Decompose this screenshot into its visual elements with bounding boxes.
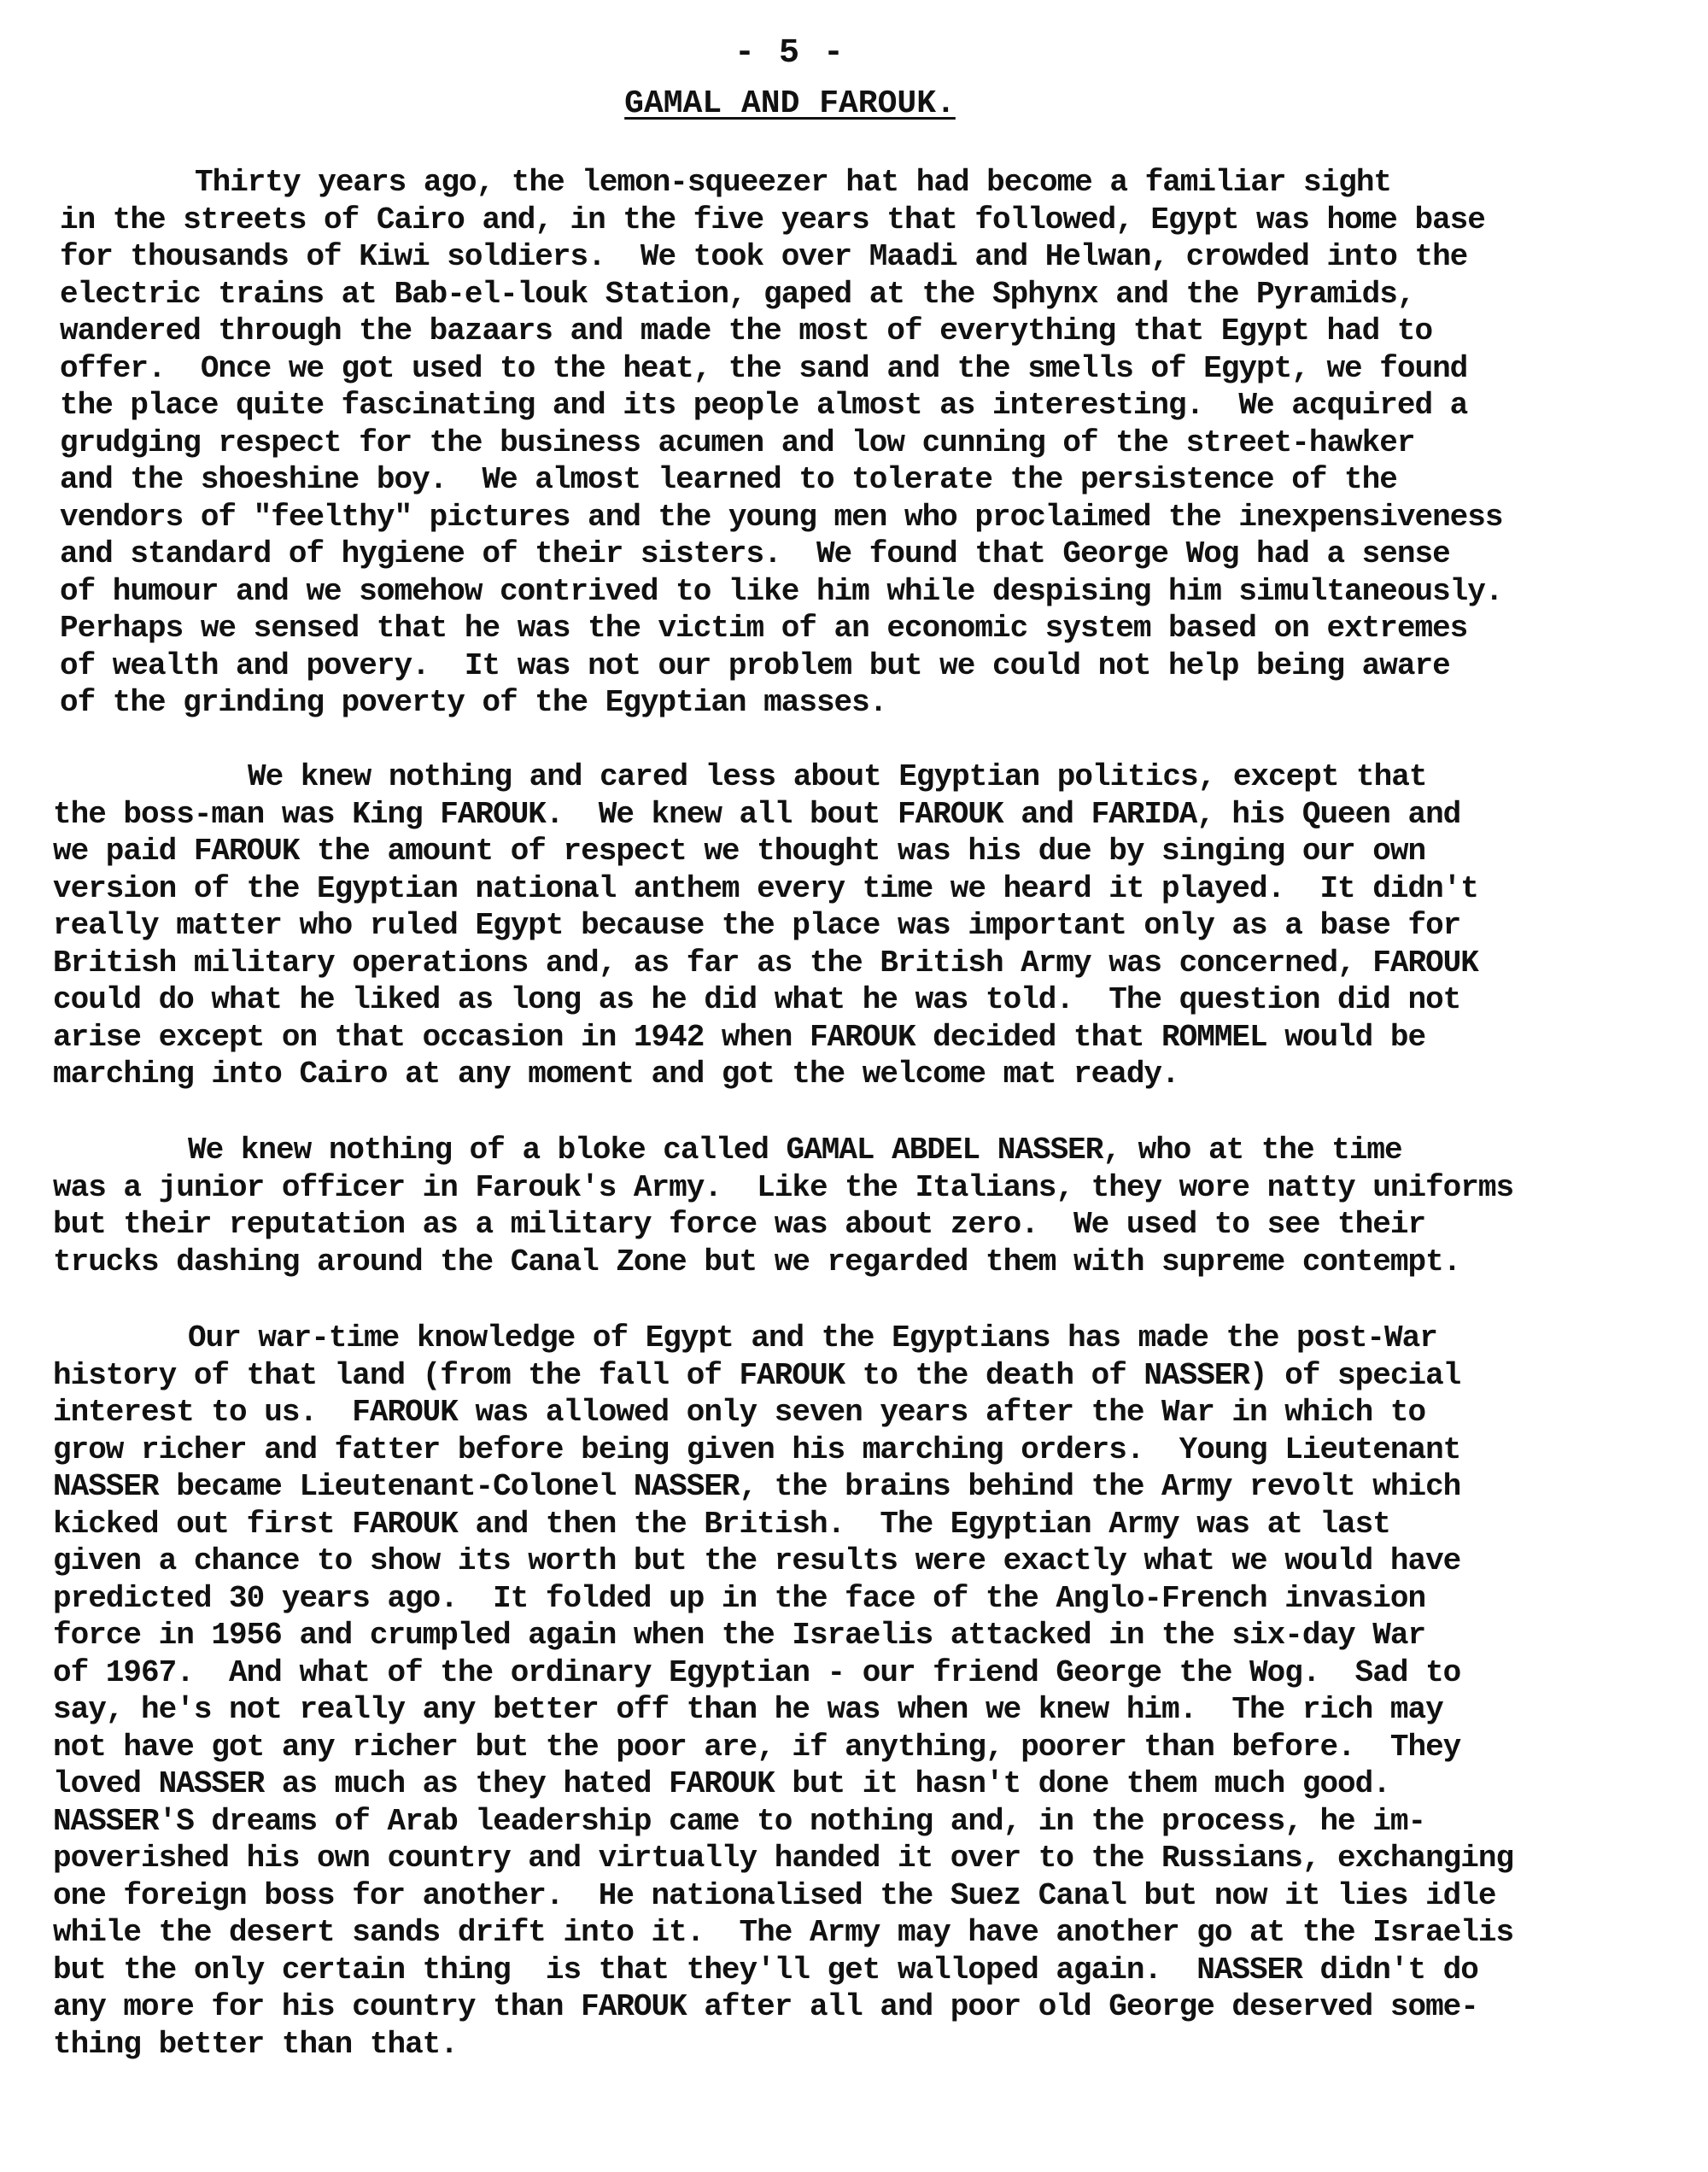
paragraph-2-line: British military operations and, as far as the British Army was concerned, FAROUK (53, 945, 1478, 981)
page-title (0, 85, 1580, 122)
paragraph-4-line: kicked out first FAROUK and then the British. The Egyptian Army was at last (53, 1506, 1390, 1542)
paragraph-2-line: version of the Egyptian national anthem every time we heard it played. It didn't (53, 870, 1478, 906)
paragraph-1-line: wandered through the bazaars and made the most of everything that Egypt had to (60, 313, 1433, 348)
page-number: - 5 - (734, 34, 846, 73)
paragraph-1-line: vendors of "feelthy" pictures and the young men who proclaimed the inexpensiveness (60, 499, 1503, 535)
paragraph-1-line: offer. Once we got used to the heat, the sand and the smells of Egypt, we found (60, 350, 1468, 386)
paragraph-1-line: the place quite fascinating and its people almost as interesting. We acquired a (60, 388, 1468, 423)
paragraph-4-line: say, he's not really any better off than he was when we knew him. The rich may (53, 1692, 1443, 1727)
paragraph-4-line: given a chance to show its worth but the results were exactly what we would have (53, 1543, 1461, 1578)
paragraph-4-line: not have got any richer but the poor are, if anything, poorer than before. They (53, 1729, 1461, 1765)
paragraph-1-line: and standard of hygiene of their sisters. We found that George Wog had a sense (60, 536, 1450, 571)
paragraph-4-line: NASSER'S dreams of Arab leadership came to nothing and, in the process, he im- (53, 1803, 1426, 1839)
paragraph-3-line: was a junior officer in Farouk's Army. Like the Italians, they wore natty uniforms (53, 1169, 1514, 1205)
paragraph-4-line: interest to us. FAROUK was allowed only seven years after the War in which to (53, 1395, 1426, 1430)
paragraph-2-line: really matter who ruled Egypt because the place was important only as a base for (53, 908, 1461, 943)
paragraph-1-line: of wealth and povery. It was not our problem but we could not help being aware (60, 647, 1450, 683)
paragraph-4-line: Our war-time knowledge of Egypt and the Egyptians has made the post-War (188, 1320, 1437, 1355)
paragraph-4-line: predicted 30 years ago. It folded up in the face of the Anglo-French invasion (53, 1580, 1426, 1616)
paragraph-1-line: in the streets of Cairo and, in the five years that followed, Egypt was home base (60, 202, 1485, 237)
paragraph-1-line: of the grinding poverty of the Egyptian masses. (60, 685, 887, 720)
paragraph-4-line: thing better than that. (53, 2026, 458, 2062)
paragraph-1-line: grudging respect for the business acumen and low cunning of the street-hawker (60, 424, 1415, 460)
paragraph-2-line: could do what he liked as long as he did what he was told. The question did not (53, 982, 1461, 1017)
paragraph-1-line: Thirty years ago, the lemon-squeezer hat had become a familiar sight (195, 165, 1392, 200)
paragraph-1-line: of humour and we somehow contrived to like him while despising him simultaneously. (60, 573, 1503, 609)
paragraph-4-line: one foreign boss for another. He nationalised the Suez Canal but now it lies idle (53, 1877, 1496, 1913)
paragraph-2-line: We knew nothing and cared less about Egyptian politics, except that (248, 759, 1427, 794)
paragraph-4-line: force in 1956 and crumpled again when the Israelis attacked in the six-day War (53, 1618, 1426, 1653)
paragraph-1-line: and the shoeshine boy. We almost learned to tolerate the persistence of the (60, 462, 1397, 497)
paragraph-4-line: history of that land (from the fall of FAROUK to the death of NASSER) of special (53, 1357, 1461, 1393)
paragraph-3-line: trucks dashing around the Canal Zone but we regarded them with supreme contempt. (53, 1244, 1461, 1279)
paragraph-4-line: grow richer and fatter before being given his marching orders. Young Lieutenant (53, 1431, 1461, 1467)
paragraph-4-line: NASSER became Lieutenant-Colonel NASSER, the brains behind the Army revolt which (53, 1469, 1461, 1504)
paragraph-2-line: marching into Cairo at any moment and got the welcome mat ready. (53, 1057, 1179, 1092)
paragraph-4-line: but the only certain thing is that they'll get walloped again. NASSER didn't do (53, 1952, 1478, 1988)
paragraph-4-line: any more for his country than FAROUK after all and poor old George deserved some- (53, 1989, 1478, 2024)
paragraph-2-line: arise except on that occasion in 1942 when FAROUK decided that ROMMEL would be (53, 1019, 1426, 1055)
paragraph-1-line: for thousands of Kiwi soldiers. We took over Maadi and Helwan, crowded into the (60, 239, 1468, 274)
paragraph-1-line: Perhaps we sensed that he was the victim of an economic system based on extremes (60, 611, 1468, 646)
paragraph-3-line: but their reputation as a military force was about zero. We used to see their (53, 1207, 1426, 1242)
paragraph-4-line: poverished his own country and virtually handed it over to the Russians, exchanging (53, 1841, 1514, 1876)
paragraph-4-line: of 1967. And what of the ordinary Egyptian - our friend George the Wog. Sad to (53, 1654, 1461, 1690)
paragraph-2-line: we paid FAROUK the amount of respect we thought was his due by singing our own (53, 834, 1426, 869)
paragraph-1-line: electric trains at Bab-el-louk Station, gaped at the Sphynx and the Pyramids, (60, 276, 1415, 312)
paragraph-3-line: We knew nothing of a bloke called GAMAL ABDEL NASSER, who at the time (188, 1133, 1402, 1168)
paragraph-2-line: the boss-man was King FAROUK. We knew all bout FAROUK and FARIDA, his Queen and (53, 796, 1461, 832)
paragraph-4-line: while the desert sands drift into it. The Army may have another go at the Israelis (53, 1915, 1514, 1950)
paragraph-4-line: loved NASSER as much as they hated FAROUK but it hasn't done them much good. (53, 1766, 1390, 1801)
title-text: GAMAL AND FAROUK. (624, 85, 956, 122)
